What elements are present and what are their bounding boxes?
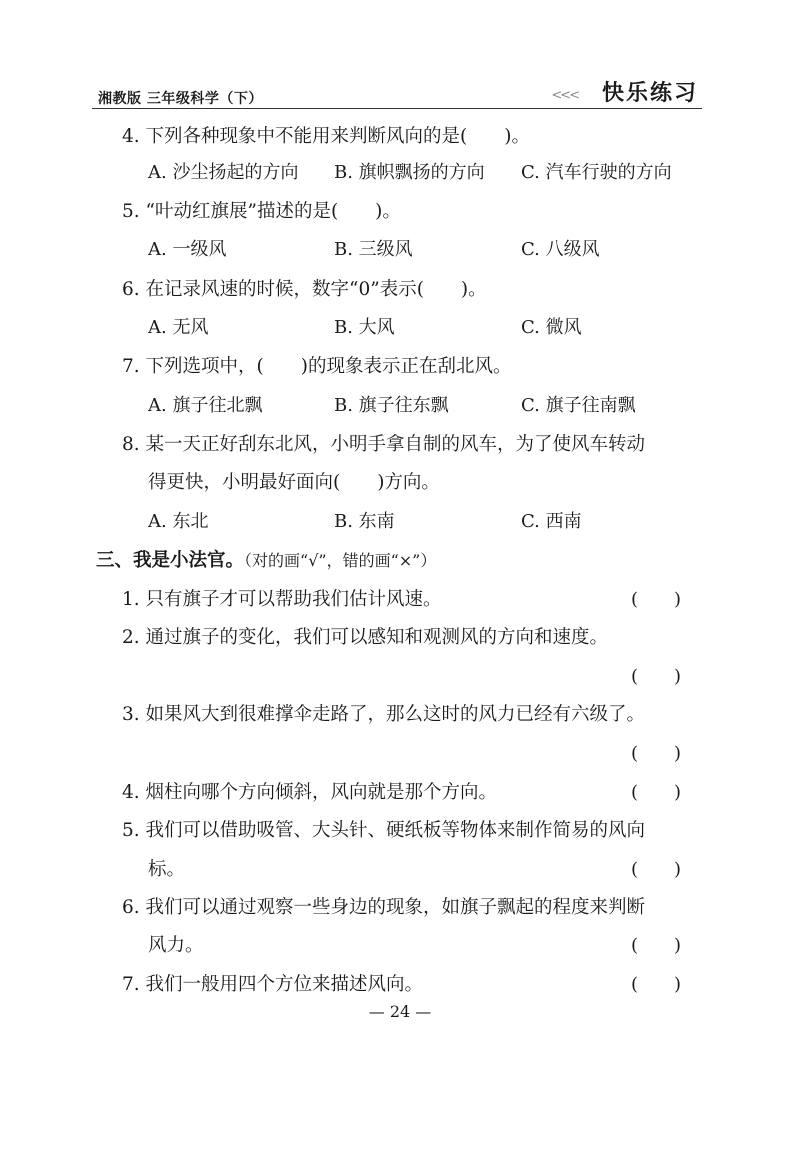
page-header [92,68,702,108]
answer-blank-6[interactable]: ( ) [631,935,682,956]
question-5: 5. “叶动红旗展”描述的是( )。 [122,201,401,222]
tf-item-7: 7. 我们一般用四个方位来描述风向。 [122,974,424,995]
tf-item-6-cont: 风力。 [148,935,204,956]
header-divider [92,108,702,109]
page-number: — 24 — [368,1002,432,1021]
option-4c: C. 汽车行驶的方向 [521,162,672,183]
question-6: 6. 在记录风速的时候，数字“0”表示( )。 [122,279,487,300]
option-8a: A. 东北 [148,511,209,532]
option-7b: B. 旗子往东飘 [334,395,449,416]
option-7c: C. 旗子往南飘 [521,395,636,416]
option-8c: C. 西南 [521,511,582,532]
tf-item-1: 1. 只有旗子才可以帮助我们估计风速。 [122,589,442,610]
book-title: 湘教版 三年级科学（下） [98,91,263,107]
option-8b: B. 东南 [334,511,395,532]
answer-blank-2[interactable]: ( ) [631,666,682,687]
answer-blank-5[interactable]: ( ) [631,859,682,880]
question-8-cont: 得更快，小明最好面向( )方向。 [148,472,440,493]
tf-item-6: 6. 我们可以通过观察一些身边的现象，如旗子飘起的程度来判断 [122,897,646,918]
option-6a: A. 无风 [148,317,209,338]
option-6b: B. 大风 [334,317,395,338]
section-banner: 快乐练习 [601,81,698,106]
tf-item-2: 2. 通过旗子的变化，我们可以感知和观测风的方向和速度。 [122,627,609,648]
option-6c: C. 微风 [521,317,582,338]
tf-item-5: 5. 我们可以借助吸管、大头针、硬纸板等物体来制作简易的风向 [122,820,646,841]
question-8: 8. 某一天正好刮东北风，小明手拿自制的风车，为了使风车转动 [122,434,646,455]
answer-blank-1[interactable]: ( ) [631,589,682,610]
chevron-left-icon: <<< [551,88,578,103]
question-7: 7. 下列选项中，( )的现象表示正在刮北风。 [122,356,512,377]
option-5c: C. 八级风 [521,239,600,260]
option-4a: A. 沙尘扬起的方向 [148,162,299,183]
option-5b: B. 三级风 [334,239,413,260]
section-3-title: 三、我是小法官。 [96,550,245,571]
question-4: 4. 下列各种现象中不能用来判断风向的是( )。 [122,126,530,147]
tf-item-5-cont: 标。 [148,859,186,880]
answer-blank-7[interactable]: ( ) [631,974,682,995]
option-5a: A. 一级风 [148,239,227,260]
answer-blank-3[interactable]: ( ) [631,743,682,764]
tf-item-4: 4. 烟柱向哪个方向倾斜，风向就是那个方向。 [122,782,498,803]
answer-blank-4[interactable]: ( ) [631,782,682,803]
option-7a: A. 旗子往北飘 [148,395,263,416]
option-4b: B. 旗帜飘扬的方向 [334,162,485,183]
tf-item-3: 3. 如果风大到很难撑伞走路了，那么这时的风力已经有六级了。 [122,704,646,725]
section-3-heading [96,549,436,573]
section-3-note: （对的画“√”，错的画“×”） [244,551,437,570]
